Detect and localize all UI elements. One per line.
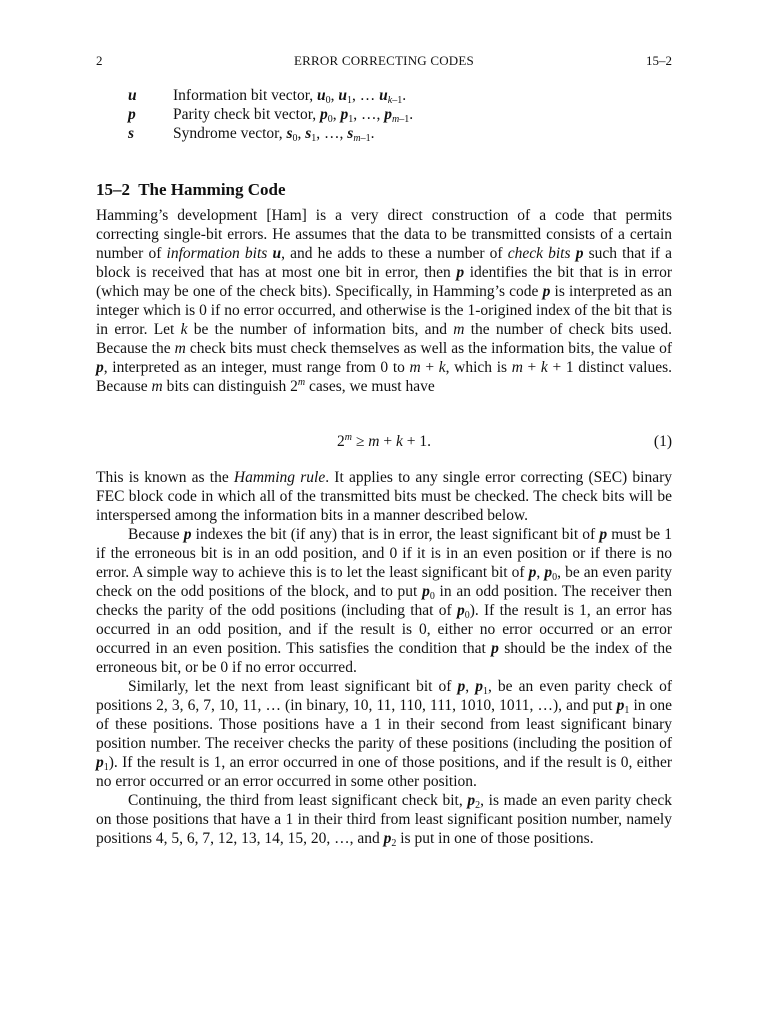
notation-item <box>128 124 413 143</box>
notation-symbol: p <box>128 106 136 123</box>
notation-description: Parity check bit vector, $p_0$, $p_1$, …, $p_{m-1}$. <box>173 106 414 125</box>
running-head-title: ERROR CORRECTING CODES <box>294 53 474 68</box>
header-section-ref: 15–2 <box>646 53 672 68</box>
equation-1 <box>96 432 672 452</box>
body-paragraph-1 <box>96 206 672 396</box>
notation-symbol: u <box>128 87 137 104</box>
section-title: The Hamming Code <box>138 180 286 199</box>
notation-symbol: s <box>128 125 135 142</box>
notation-item <box>128 105 413 124</box>
paragraph: Similarly, let the next from least significant bit of p, $p_1$, be an even parity check of positions 2, 3, 6, 7, 10, 11, … (in binary, 10, 11, 110, 111, 1010, 1011, …), and put $p_1$ in one of these positions. Those positions have a 1 in their second from least significant binary position number. The receiver checks the parity of these positions (including the position of $p_1$). If the result is 1, an error occurred in one of those positions, and if the result is 0, either no error occurred or an error occurred in some other position. <box>96 678 672 790</box>
notation-list <box>128 86 413 143</box>
equation-body: $2^m \ge m + k + 1$. <box>337 432 431 450</box>
section-heading <box>96 180 286 200</box>
paragraph: Continuing, the third from least significant check bit, $p_2$, is made an even parity check on those positions that have a 1 in their third from least significant position number, namely positions 4, 5, 6, 7, 12, 13, 14, 15, 20, …, and $p_2$ is put in one of those positions. <box>96 792 672 849</box>
paragraph: This is known as the Hamming rule. It applies to any single error correcting (SEC) binary FEC block code in which all of the transmitted bits must be checked. The check bits will be interspersed among the information bits in a manner described below. <box>96 469 673 524</box>
notation-description: Syndrome vector, $s_0$, $s_1$, …, $s_{m-1}$. <box>173 125 375 144</box>
notation-description: Information bit vector, $u_0$, $u_1$, … $u_{k-1}$. <box>173 87 407 106</box>
notation-item <box>128 86 413 105</box>
equation-number: (1) <box>653 433 672 450</box>
section-number: 15–2 <box>96 180 130 199</box>
paragraph: Because p indexes the bit (if any) that is in error, the least significant bit of p must be 1 if the erroneous bit is in an odd position, and 0 if it is in an even position or if there is no error. A simple way to achieve this is to let the least significant bit of p, $p_0$, be an even parity check on the odd positions of the block, and to put $p_0$ in an odd position. The receiver then checks the parity of the odd positions (including that of $p_0$). If the result is 1, an error has occurred in an odd position, and if the result is 0, either no error occurred or an error occurred in an even position. This satisfies the condition that p should be the index of the erroneous bit, or be 0 if no error occurred. <box>96 526 673 676</box>
paragraph: Hamming’s development [Ham] is a very direct construction of a code that permits correcting single-bit errors. He assumes that the data to be transmitted consists of a certain number of information bits u, and he adds to these a number of check bits p such that if a block is received that has at most one bit in error, then p identifies the bit that is in error (which may be one of the check bits). Specifically, in Hamming’s code p is interpreted as an integer which is 0 if no error occurred, and otherwise is the 1-origined index of the bit that is in error. Let k be the number of information bits, and m the number of check bits used. Because the m check bits must check themselves as well as the information bits, the value of p, interpreted as an integer, must range from 0 to m + k, which is m + k + 1 distinct values. Because m bits can distinguish 2$^m$ cases, we must have <box>96 207 673 395</box>
page-number: 2 <box>96 53 103 68</box>
body-text-continued <box>96 468 672 848</box>
